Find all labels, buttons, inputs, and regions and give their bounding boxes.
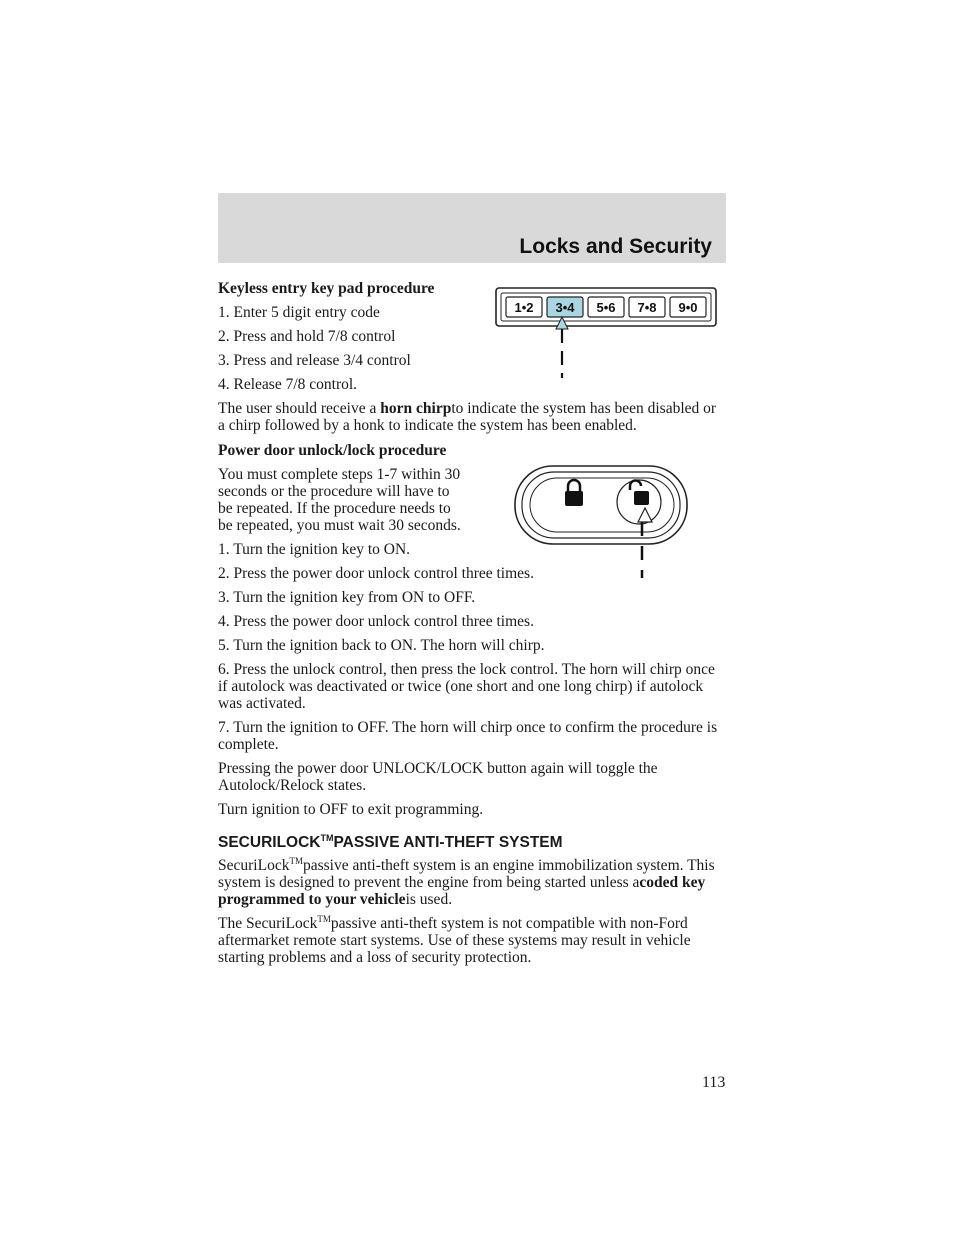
horn-chirp-emphasis: horn chirp — [380, 400, 452, 417]
keypad-button-label: 9•0 — [678, 300, 698, 315]
keyless-note — [218, 400, 726, 434]
header-band — [218, 193, 726, 263]
note-text: The user should receive a — [218, 400, 381, 417]
keypad-illustration — [494, 286, 718, 381]
keyless-step-2: 2. Press and hold 7/8 control — [218, 328, 396, 345]
keypad-button-label: 7•8 — [637, 300, 657, 315]
page-content — [218, 280, 726, 973]
toggle-note: Pressing the power door UNLOCK/LOCK button again will toggle the Autolock/Relock states. — [218, 760, 658, 794]
power-door-intro: You must complete steps 1-7 within 30 seconds or the procedure will have to be repeated. If the procedure needs to be repeated, you must wait 30 seconds. — [218, 466, 461, 534]
text: The SecuriLock — [218, 915, 318, 932]
securilock-heading — [218, 834, 726, 851]
keyless-step-4: 4. Release 7/8 control. — [218, 376, 358, 393]
securilock-paragraph-1 — [218, 857, 726, 908]
keyless-step-3: 3. Press and release 3/4 control — [218, 352, 411, 369]
power-step-1: 1. Turn the ignition key to ON. — [218, 541, 411, 558]
keypad-button-label: 5•6 — [596, 300, 616, 315]
text: SecuriLock — [218, 857, 290, 874]
coded-key-emphasis: coded key programmed to your vehicle — [218, 874, 706, 908]
heading-part: PASSIVE ANTI-THEFT SYSTEM — [333, 834, 563, 851]
keypad-button-label: 3•4 — [555, 300, 575, 315]
keypad-button-label: 1•2 — [514, 300, 534, 315]
lock-switch-illustration — [512, 460, 692, 580]
securilock-paragraph-2 — [218, 915, 726, 966]
power-step-6: 6. Press the unlock control, then press the lock control. The horn will chirp once if autolock was deactivated or twice (one short and one long chirp) if autolock was activated. — [218, 661, 715, 712]
heading-part: SECURILOCK — [218, 834, 321, 851]
unlock-icon — [617, 480, 661, 524]
power-step-4: 4. Press the power door unlock control three times. — [218, 613, 534, 630]
trademark-mark: TM — [289, 855, 303, 866]
power-step-3: 3. Turn the ignition key from ON to OFF. — [218, 589, 476, 606]
power-step-7: 7. Turn the ignition to OFF. The horn will chirp once to confirm the procedure is complete. — [218, 719, 718, 753]
keyless-step-1: 1. Enter 5 digit entry code — [218, 304, 380, 321]
text: passive anti-theft system is an engine immobilization system. This system is designed to prevent the engine from being started unless a — [218, 857, 715, 891]
text: is used. — [405, 891, 453, 908]
power-step-2: 2. Press the power door unlock control three times. — [218, 565, 534, 582]
trademark-mark: TM — [320, 832, 334, 843]
exit-note: Turn ignition to OFF to exit programming. — [218, 801, 484, 818]
power-door-heading: Power door unlock/lock procedure — [218, 442, 447, 459]
trademark-mark: TM — [317, 913, 331, 924]
note-text-cont: to indicate the system has been disabled or a chirp followed by a honk to indicate the system has been enabled. — [218, 400, 717, 434]
keyless-heading: Keyless entry key pad procedure — [218, 280, 435, 297]
page-number: 113 — [702, 1074, 726, 1091]
section-title: Locks and Security — [519, 235, 712, 258]
lock-icon — [565, 480, 583, 506]
power-step-5: 5. Turn the ignition back to ON. The horn will chirp. — [218, 637, 545, 654]
text: passive anti-theft system is not compatible with non-Ford aftermarket remote start systems. Use of these systems may result in vehicle starting problems and a loss of security protection. — [218, 915, 691, 966]
